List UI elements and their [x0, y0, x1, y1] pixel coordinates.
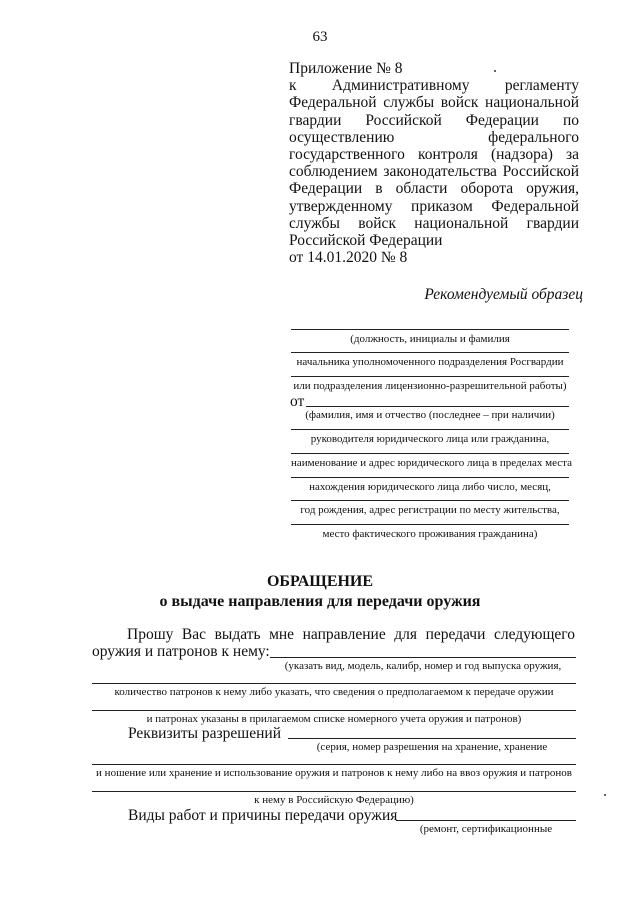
appendix-line: от 14.01.2020 № 8 — [289, 249, 408, 267]
caption-list: и патронах указаны в прилагаемом списке номерного учета оружия и патронов) — [146, 713, 522, 725]
caption-unit: или подразделения лицензионно-разрешительной работы) — [293, 380, 567, 392]
name-address-blank-line — [291, 453, 569, 454]
appendix-block — [289, 60, 579, 266]
caption-fullname: (фамилия, имя и отчество (последнее – при наличии) — [305, 409, 555, 421]
permit-carry-blank-line — [92, 764, 576, 765]
from-label: от — [290, 393, 305, 410]
caption-birth: год рождения, адрес регистрации по месту жительства, — [300, 504, 560, 516]
page-number: 63 — [312, 29, 328, 45]
appendix-line: службы войск национальной гвардии — [289, 214, 579, 232]
caption-residence: место фактического проживания гражданина) — [322, 528, 538, 540]
permit-country-blank-line — [92, 791, 576, 792]
works-blank-line — [396, 820, 576, 821]
caption-location: нахождения юридического лица либо число, месяц, — [309, 481, 551, 493]
permits-label: Реквизиты разрешений — [128, 725, 282, 742]
caption-cartridges: количество патронов к нему либо указать, что сведения о предполагаемом к передаче оружии — [114, 686, 554, 698]
cartridges-blank-line — [92, 683, 576, 684]
works-label: Виды работ и причины передачи оружия — [128, 807, 398, 824]
location-blank-line — [291, 477, 569, 478]
appendix-line: гвардии Российской Федерации по — [289, 111, 579, 129]
weapon-blank-line — [270, 657, 576, 658]
document-title: ОБРАЩЕНИЕ — [266, 573, 374, 590]
appendix-line: соблюдением законодательства Российской — [289, 163, 579, 181]
appendix-line: Федеральной службы войск национальной — [289, 94, 579, 112]
appendix-line: к Административному регламенту — [289, 77, 579, 95]
caption-position: (должность, инициалы и фамилия — [350, 333, 510, 345]
caption-weapon: (указать вид, модель, калибр, номер и год выпуска оружия, — [284, 660, 562, 672]
from-blank-line — [306, 406, 569, 407]
caption-head-legal: руководителя юридического лица или гражданина, — [310, 433, 550, 445]
caption-permit-carry: и ношение или хранение и использование оружия и патронов к нему либо на ввоз оружия и патронов — [96, 767, 572, 779]
request-text-line2: оружия и патронов к нему: — [92, 643, 270, 660]
caption-name-address: наименование и адрес юридического лица в пределах места — [291, 457, 572, 469]
list-blank-line — [92, 710, 576, 711]
scan-speck — [604, 794, 606, 796]
position-blank-line — [291, 329, 569, 330]
residence-blank-line — [291, 524, 569, 525]
appendix-line: государственного контроля (надзора) за — [289, 146, 579, 164]
head-legal-blank-line — [291, 429, 569, 430]
appendix-line: утвержденному приказом Федеральной — [289, 197, 579, 215]
permits-blank-line — [288, 738, 576, 739]
unit-blank-line — [291, 376, 569, 377]
appendix-line: осуществлению федерального — [289, 128, 579, 146]
caption-permit-series: (серия, номер разрешения на хранение, хранение — [316, 741, 548, 753]
document-subtitle: о выдаче направления для передачи оружия — [159, 593, 481, 610]
appendix-line: Приложение № 8 — [289, 60, 403, 77]
caption-works: (ремонт, сертификационные — [419, 823, 553, 835]
birth-blank-line — [291, 500, 569, 501]
appendix-line: Федерации в области оборота оружия, — [289, 180, 579, 198]
request-text-line1: Прошу Вас выдать мне направление для передачи следующего — [127, 626, 575, 643]
caption-permit-country: к нему в Российскую Федерацию) — [254, 794, 414, 806]
appendix-line: Российской Федерации — [289, 232, 443, 250]
caption-head: начальника уполномоченного подразделения Росгвардии — [296, 356, 564, 368]
recommended-sample-label: Рекомендуемый образец — [424, 286, 583, 303]
head-blank-line — [291, 352, 569, 353]
